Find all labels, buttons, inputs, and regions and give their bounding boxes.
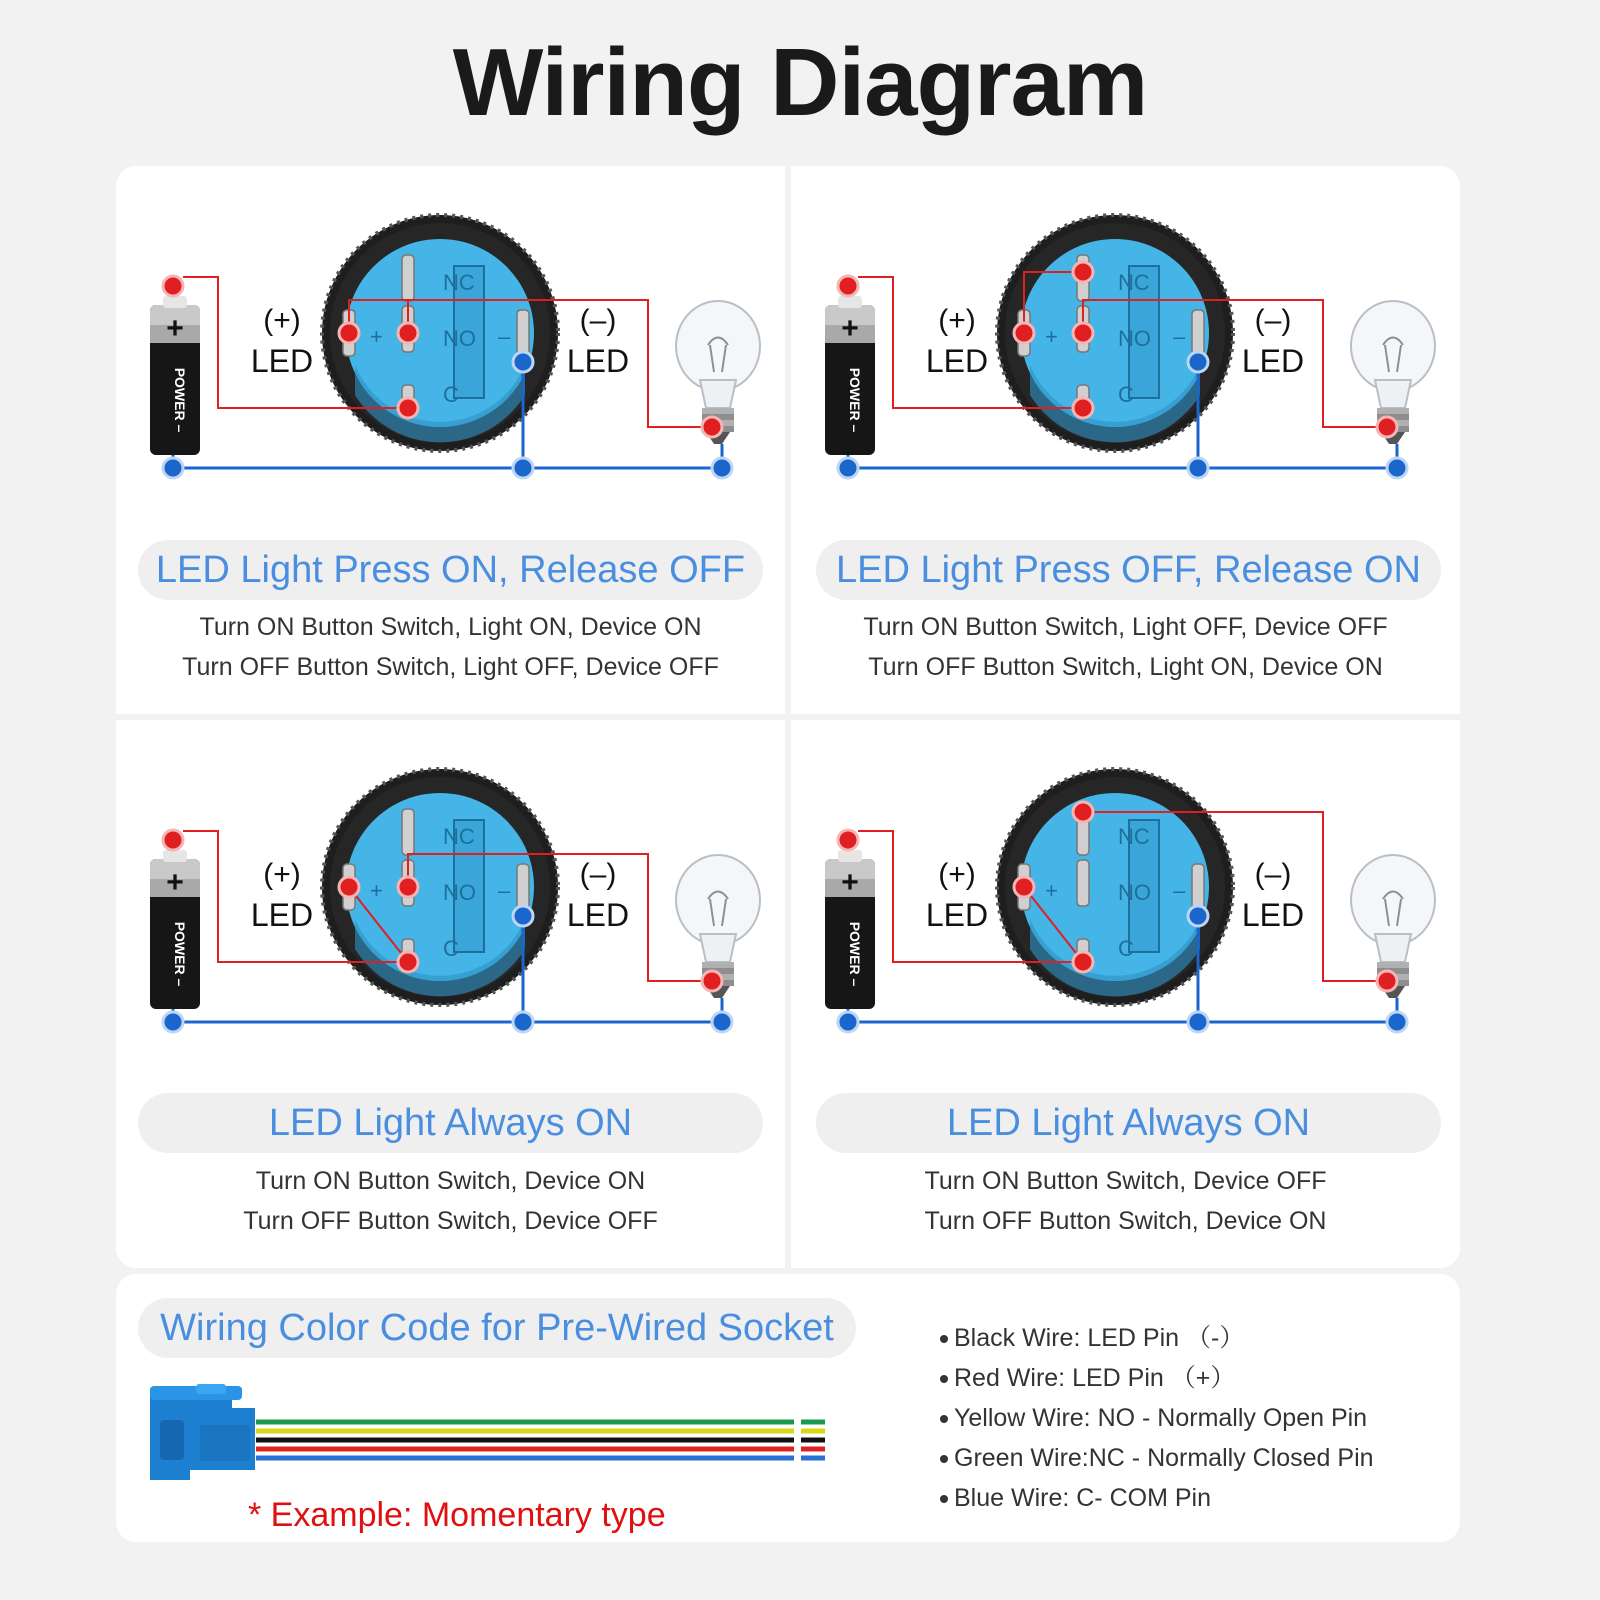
pin-nc-label: NC	[443, 270, 475, 295]
led-pos-sign: (+)	[263, 858, 301, 891]
pin-nc-label: NC	[1118, 270, 1150, 295]
battery-plus-label: +	[166, 866, 184, 899]
led-pos-sign: (+)	[938, 304, 976, 337]
led-neg-sign: (–)	[579, 858, 617, 891]
led-pos-sign: (+)	[938, 858, 976, 891]
color-code-list	[940, 1318, 1374, 1518]
pin-plus-label: +	[370, 324, 383, 349]
pin-nc-label: NC	[443, 824, 475, 849]
pin-plus-label: +	[1045, 324, 1058, 349]
pin-c-label: C	[1118, 936, 1134, 961]
led-neg-label: LED	[1241, 897, 1305, 933]
pin-minus-label: –	[498, 324, 511, 349]
panel-heading: LED Light Press OFF, Release ON	[816, 540, 1441, 600]
led-pos-label: LED	[250, 343, 314, 379]
panel-desc-line2: Turn OFF Button Switch, Light OFF, Device OFF	[182, 653, 719, 681]
led-neg-sign: (–)	[1254, 304, 1292, 337]
battery-power-label: POWER –	[847, 367, 863, 433]
color-code-item: Red Wire: LED Pin （+）	[940, 1358, 1374, 1398]
led-neg-sign: (–)	[1254, 858, 1292, 891]
battery-plus-label: +	[841, 866, 859, 899]
pin-no-label: NO	[443, 880, 476, 905]
led-neg-sign: (–)	[579, 304, 617, 337]
led-neg-label: LED	[1241, 343, 1305, 379]
pin-minus-label: –	[1173, 324, 1186, 349]
led-pos-label: LED	[925, 343, 989, 379]
example-note: * Example: Momentary type	[248, 1496, 666, 1534]
color-code-item: Blue Wire: C- COM Pin	[940, 1478, 1374, 1518]
color-code-heading: Wiring Color Code for Pre-Wired Socket	[138, 1298, 856, 1358]
pin-no-label: NO	[1118, 326, 1151, 351]
pin-plus-label: +	[370, 878, 383, 903]
pin-c-label: C	[1118, 382, 1134, 407]
battery-power-label: POWER –	[172, 367, 188, 433]
pin-minus-label: –	[498, 878, 511, 903]
color-code-item: Black Wire: LED Pin （-）	[940, 1318, 1374, 1358]
battery-power-label: POWER –	[172, 921, 188, 987]
panel-desc-line1: Turn ON Button Switch, Device ON	[255, 1167, 646, 1195]
pin-no-label: NO	[443, 326, 476, 351]
pin-plus-label: +	[1045, 878, 1058, 903]
page-title: Wiring Diagram	[452, 29, 1148, 136]
panel-desc-line2: Turn OFF Button Switch, Device OFF	[243, 1207, 658, 1235]
panel-desc-line1: Turn ON Button Switch, Light OFF, Device OFF	[863, 613, 1388, 641]
battery-plus-label: +	[841, 312, 859, 345]
pin-c-label: C	[443, 382, 459, 407]
panel-heading: LED Light Press ON, Release OFF	[138, 540, 763, 600]
prewired-socket-illustration	[150, 1384, 825, 1480]
panel-desc-line2: Turn OFF Button Switch, Light ON, Device ON	[868, 653, 1383, 681]
color-code-item: Yellow Wire: NO - Normally Open Pin	[940, 1398, 1374, 1438]
led-pos-sign: (+)	[263, 304, 301, 337]
led-pos-label: LED	[250, 897, 314, 933]
pin-nc-label: NC	[1118, 824, 1150, 849]
battery-plus-label: +	[166, 312, 184, 345]
led-neg-label: LED	[566, 343, 630, 379]
battery-power-label: POWER –	[847, 921, 863, 987]
led-pos-label: LED	[925, 897, 989, 933]
panel-desc-line1: Turn ON Button Switch, Device OFF	[924, 1167, 1327, 1195]
led-neg-label: LED	[566, 897, 630, 933]
pin-no-label: NO	[1118, 880, 1151, 905]
panel-heading: LED Light Always ON	[138, 1093, 763, 1153]
pin-c-label: C	[443, 936, 459, 961]
color-code-item: Green Wire:NC - Normally Closed Pin	[940, 1438, 1374, 1478]
panel-heading: LED Light Always ON	[816, 1093, 1441, 1153]
panel-desc-line2: Turn OFF Button Switch, Device ON	[924, 1207, 1327, 1235]
pin-minus-label: –	[1173, 878, 1186, 903]
panel-desc-line1: Turn ON Button Switch, Light ON, Device ON	[199, 613, 702, 641]
